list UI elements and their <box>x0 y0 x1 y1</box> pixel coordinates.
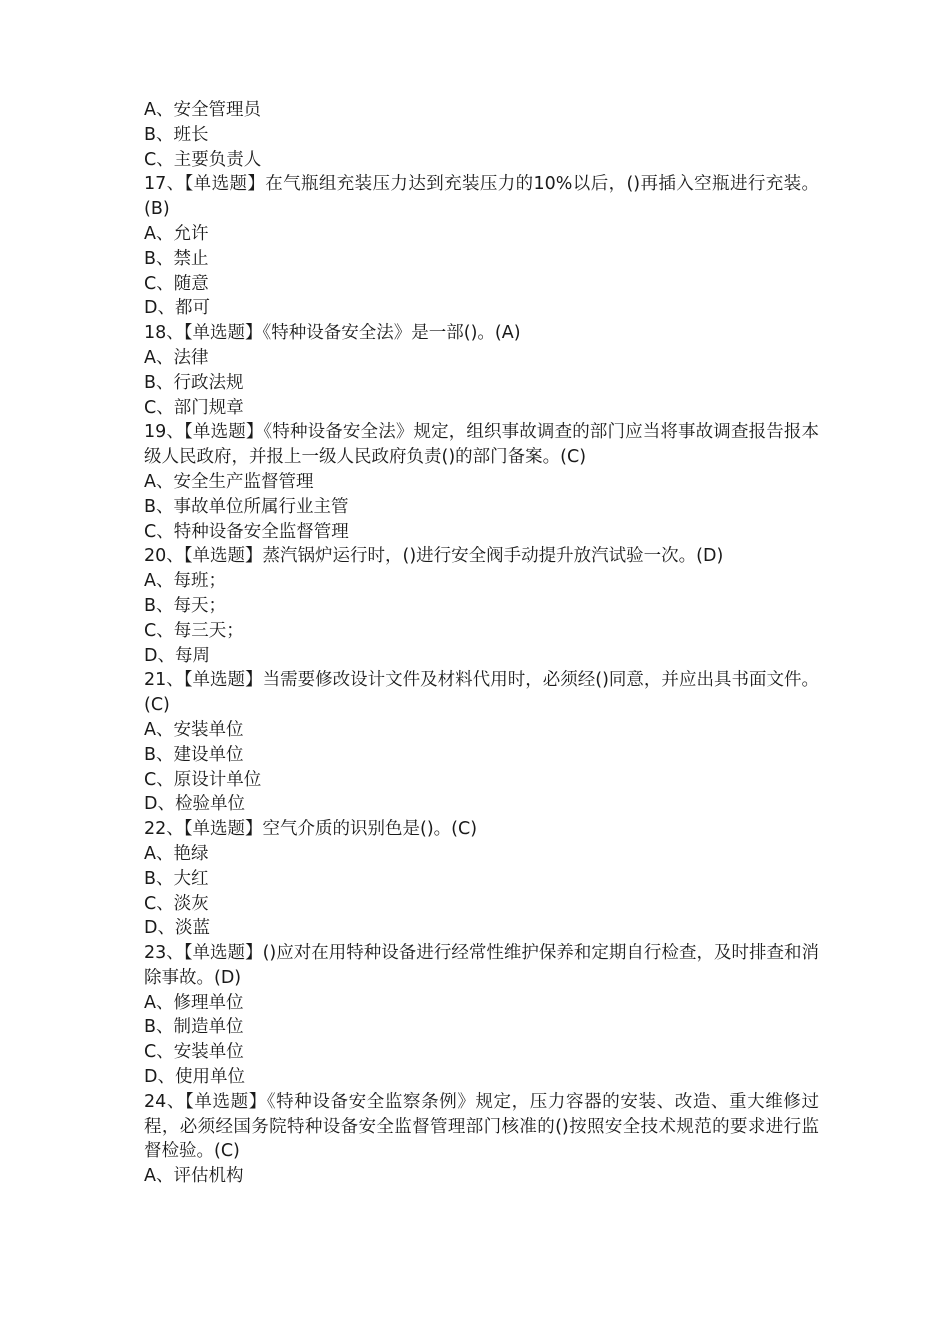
question-18: 18、【单选题】《特种设备安全法》是一部()。(A) <box>144 323 521 344</box>
option-line: A、艳绿 <box>144 843 209 864</box>
question-23: 23、【单选题】()应对在用特种设备进行经常性维护保养和定期自行检查，及时排查和消除事故。(D) <box>144 943 819 988</box>
option-line: A、允许 <box>144 223 209 244</box>
option-line: D、每周 <box>144 645 210 666</box>
option-line: A、每班； <box>144 571 226 592</box>
option-line: A、安全管理员 <box>144 100 261 120</box>
option-line: B、每天； <box>144 595 227 616</box>
option-line: A、法律 <box>144 347 209 368</box>
question-20: 20、【单选题】蒸汽锅炉运行时，()进行安全阀手动提升放汽试验一次。(D) <box>144 546 724 567</box>
option-line: D、检验单位 <box>144 794 245 815</box>
option-line: B、事故单位所属行业主管 <box>144 496 349 517</box>
option-line: A、评估机构 <box>144 1166 244 1187</box>
question-21: 21、【单选题】当需要修改设计文件及材料代用时，必须经()同意，并应出具书面文件。(C) <box>144 670 819 716</box>
option-line: C、原设计单位 <box>144 769 262 790</box>
option-line: D、使用单位 <box>144 1067 245 1088</box>
option-line: C、每三天； <box>144 620 244 641</box>
option-line: B、班长 <box>144 124 209 145</box>
option-line: C、部门规章 <box>144 397 244 418</box>
question-17: 17、【单选题】在气瓶组充装压力达到充装压力的10%以后，()再插入空瓶进行充装。(B) <box>144 174 819 220</box>
option-line: D、淡蓝 <box>144 918 210 939</box>
question-22: 22、【单选题】空气介质的识别色是()。(C) <box>144 819 478 840</box>
option-line: B、制造单位 <box>144 1017 244 1038</box>
option-line: B、大红 <box>144 868 209 889</box>
option-line: C、随意 <box>144 273 209 294</box>
option-line: C、特种设备安全监督管理 <box>144 521 349 542</box>
option-line: A、安全生产监督管理 <box>144 471 314 492</box>
option-line: C、安装单位 <box>144 1042 244 1063</box>
option-line: D、都可 <box>144 298 210 319</box>
option-line: B、行政法规 <box>144 372 244 393</box>
document-page <box>144 98 819 1189</box>
option-line: C、主要负责人 <box>144 149 262 170</box>
option-line: B、禁止 <box>144 248 209 269</box>
question-24: 24、【单选题】《特种设备安全监察条例》规定，压力容器的安装、改造、重大维修过程，必须经国务院特种设备安全监督管理部门核准的()按照安全技术规范的要求进行监督检验。(C) <box>144 1091 819 1162</box>
option-line: B、建设单位 <box>144 744 244 765</box>
option-line: A、安装单位 <box>144 719 244 740</box>
option-line: A、修理单位 <box>144 992 244 1013</box>
question-19: 19、【单选题】《特种设备安全法》规定，组织事故调查的部门应当将事故调查报告报本级人民政府，并报上一级人民政府负责()的部门备案。(C) <box>144 422 819 468</box>
option-line: C、淡灰 <box>144 893 209 914</box>
